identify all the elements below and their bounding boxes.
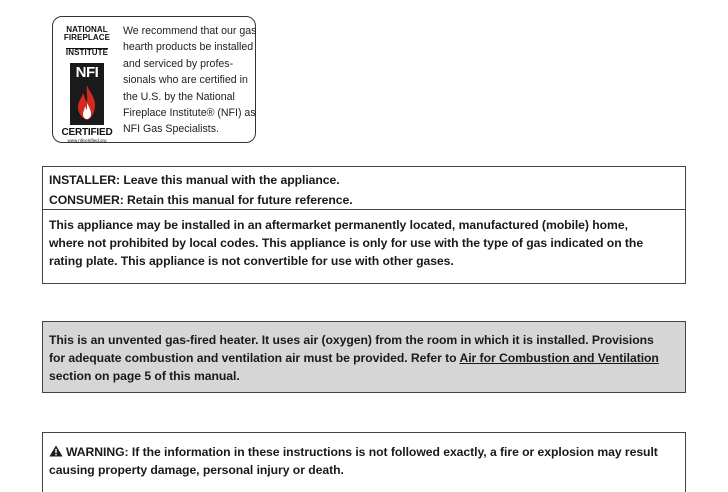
nfi-logo-line1: NATIONAL [66,25,108,34]
nfi-text-line: hearth products be installed [123,41,254,54]
installation-notice-body [43,210,685,270]
warning-notice-line [49,443,679,461]
installation-notice-line: rating plate. This appliance is not convertible for use with other gases. [49,254,454,268]
installation-notice-line: where not prohibited by local codes. This appliance is only for use with the type of gas indicated on the [49,236,644,250]
flame-icon [73,83,101,123]
warning-notice-text: WARNING: If the information in these instructions is not followed exactly, a fire or explosion may result [66,445,658,459]
unvented-notice-line: section on page 5 of this manual. [49,369,240,383]
nfi-certification-block [52,16,256,143]
consumer-line: CONSUMER: Retain this manual for future reference. [49,193,353,207]
nfi-logo [60,25,114,143]
warning-triangle-icon [49,445,63,457]
warning-notice-line: causing property damage, personal injury or death. [49,463,344,477]
nfi-recommendation-text [123,23,257,138]
unvented-notice-line-text: for adequate combustion and ventilation air must be provided. Refer to [49,351,460,365]
nfi-text-line: Fireplace Institute® (NFI) as [123,107,256,120]
installer-notice-header [43,167,685,210]
nfi-text-line: the U.S. by the National [123,90,235,103]
unvented-heater-notice [42,321,686,393]
warning-notice-box [42,432,686,492]
nfi-text-line: We recommend that our gas [123,25,257,37]
installation-notice-line: This appliance may be installed in an aftermarket permanently located, manufactured (mobile) home, [49,218,628,232]
unvented-notice-line: This is an unvented gas-fired heater. It uses air (oxygen) from the room in which it is installed. Provisions [49,333,654,347]
nfi-url: www.nficertified.org [67,138,107,143]
nfi-certified-label: CERTIFIED [61,127,113,138]
nfi-text-line: and serviced by profes- [123,57,234,70]
installer-notice-box [42,166,686,284]
nfi-text-line: sionals who are certified in [123,74,248,87]
unvented-notice-line [49,349,679,367]
air-combustion-ventilation-link[interactable]: Air for Combustion and Ventilation [459,351,659,365]
installer-line: INSTALLER: Leave this manual with the appliance. [49,173,340,187]
nfi-badge [70,63,104,125]
nfi-logo-line2: FIREPLACE [63,33,111,42]
nfi-badge-letters: NFI [75,64,99,81]
nfi-text-line: NFI Gas Specialists. [123,123,219,136]
nfi-logo-line3: INSTITUTE [65,48,109,57]
